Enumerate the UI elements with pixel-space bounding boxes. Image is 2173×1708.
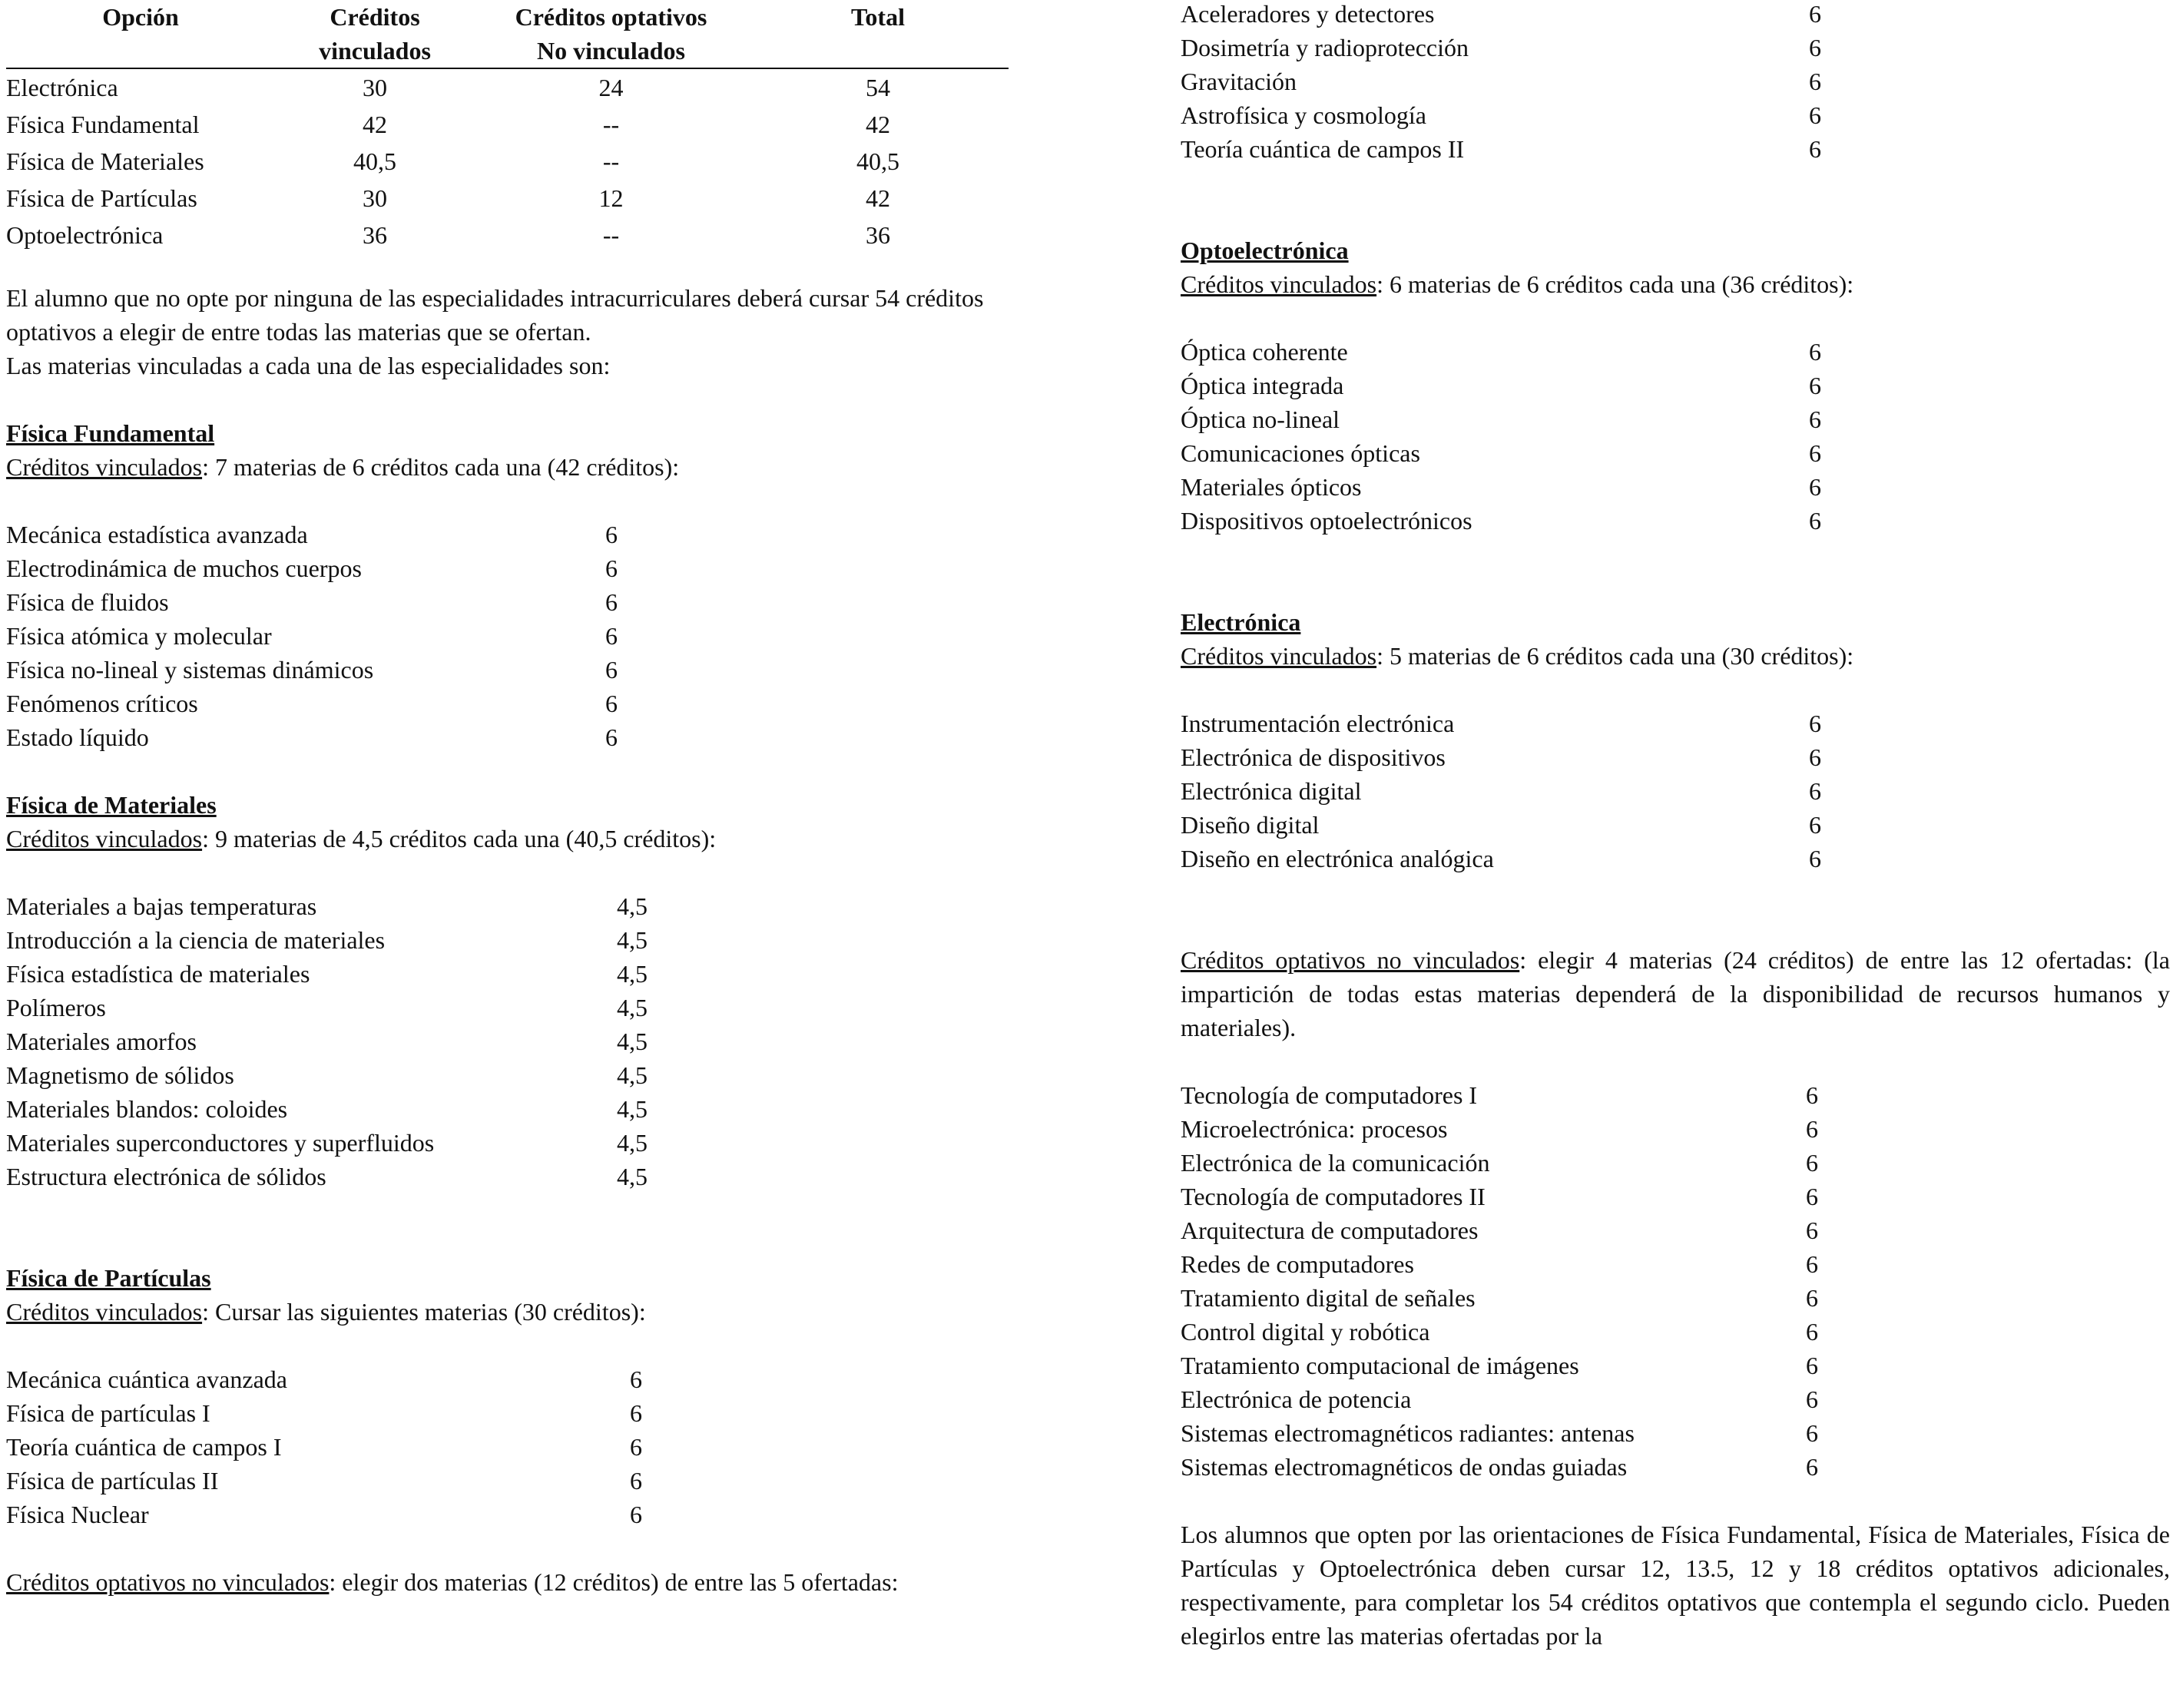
credits-cell: 54 xyxy=(866,74,890,101)
course-name: Electrónica de dispositivos xyxy=(1181,743,1446,771)
course-name: Materiales amorfos xyxy=(6,1028,197,1055)
course-item xyxy=(6,518,1012,551)
credits-cell: 12 xyxy=(598,184,624,212)
course-item xyxy=(6,1126,1012,1160)
credits-cell: 42 xyxy=(363,111,387,138)
course-name: Polímeros xyxy=(6,994,106,1021)
header-cell: Total xyxy=(851,3,905,31)
course-name: Fenómenos críticos xyxy=(6,690,198,717)
option-name-cell: Electrónica xyxy=(6,74,118,101)
course-name: Electrónica de potencia xyxy=(1181,1385,1412,1413)
course-credits: 6 xyxy=(1809,405,1821,433)
course-credits: 6 xyxy=(605,690,618,717)
course-name: Física de fluidos xyxy=(6,588,169,616)
course-item xyxy=(6,585,1012,619)
course-credits: 6 xyxy=(605,622,618,650)
right-column xyxy=(1181,0,2170,1653)
course-credits: 6 xyxy=(1806,1149,1818,1177)
course-item xyxy=(1181,842,2170,876)
course-item xyxy=(6,1396,1012,1430)
course-item xyxy=(1181,1078,2170,1112)
course-credits: 6 xyxy=(1806,1250,1818,1278)
course-item xyxy=(1181,436,2170,470)
course-name: Introducción a la ciencia de materiales xyxy=(6,926,386,954)
course-item xyxy=(1181,1382,2170,1416)
course-list-electronica xyxy=(1181,707,2170,876)
course-name: Redes de computadores xyxy=(1181,1250,1414,1278)
course-item xyxy=(6,1160,1012,1193)
course-item xyxy=(1181,808,2170,842)
optional-paragraph-electronica: Créditos optativos no vinculados: elegir 4 materias (24 créditos) de entre las 12 ofertadas: (la impartición de todas estas materias dependerá de la disponibilidad de recursos humanos y materiales). xyxy=(1181,946,2171,1041)
course-name: Física atómica y molecular xyxy=(6,622,272,650)
course-name: Tecnología de computadores I xyxy=(1181,1081,1478,1109)
table-row xyxy=(6,143,1009,180)
course-item xyxy=(1181,402,2170,436)
course-credits: 4,5 xyxy=(617,1028,648,1055)
course-name: Microelectrónica: procesos xyxy=(1181,1115,1448,1143)
course-credits: 6 xyxy=(630,1467,642,1494)
course-name: Materiales superconductores y superfluidos xyxy=(6,1129,435,1157)
course-credits: 6 xyxy=(630,1433,642,1461)
section-subtitle-particulas: Créditos vinculados: Cursar las siguientes materias (30 créditos): xyxy=(6,1298,646,1326)
course-credits: 6 xyxy=(605,656,618,684)
credits-cell: 40,5 xyxy=(856,147,899,175)
course-name: Dosimetría y radioprotección xyxy=(1181,34,1469,61)
table-row xyxy=(6,68,1009,106)
course-item xyxy=(1181,132,2170,166)
section-subtitle-electronica: Créditos vinculados: 5 materias de 6 créditos cada una (30 créditos): xyxy=(1181,642,1854,670)
course-name: Electrónica de la comunicación xyxy=(1181,1149,1490,1177)
course-item xyxy=(6,619,1012,653)
course-item xyxy=(6,720,1012,754)
course-item xyxy=(6,1092,1012,1126)
header-cell: Créditos vinculados xyxy=(319,3,431,65)
course-name: Gravitación xyxy=(1181,68,1297,95)
course-item xyxy=(1181,470,2170,504)
course-name: Tecnología de computadores II xyxy=(1181,1183,1486,1210)
course-name: Física de partículas II xyxy=(6,1467,219,1494)
course-item xyxy=(1181,65,2170,98)
course-name: Sistemas electromagnéticos de ondas guiadas xyxy=(1181,1453,1628,1481)
course-item xyxy=(1181,369,2170,402)
course-credits: 6 xyxy=(605,521,618,548)
course-name: Electrodinámica de muchos cuerpos xyxy=(6,554,362,582)
course-credits: 4,5 xyxy=(617,926,648,954)
section-title-materiales: Física de Materiales xyxy=(6,791,217,819)
course-item xyxy=(1181,740,2170,774)
course-credits: 6 xyxy=(1806,1216,1818,1244)
course-credits: 6 xyxy=(1809,34,1821,61)
course-item xyxy=(6,1430,1012,1464)
course-credits: 6 xyxy=(630,1501,642,1528)
course-item xyxy=(1181,1315,2170,1349)
course-name: Aceleradores y detectores xyxy=(1181,0,1435,28)
credits-cell: 42 xyxy=(866,184,890,212)
course-credits: 6 xyxy=(1809,372,1821,399)
course-name: Materiales blandos: coloides xyxy=(6,1095,288,1123)
section-title-electronica: Electrónica xyxy=(1181,608,1301,636)
course-credits: 6 xyxy=(605,723,618,751)
header-cell: Opción xyxy=(102,3,179,31)
course-name: Magnetismo de sólidos xyxy=(6,1061,234,1089)
course-name: Electrónica digital xyxy=(1181,777,1362,805)
course-item xyxy=(6,1024,1012,1058)
credits-cell: -- xyxy=(602,111,620,138)
course-item xyxy=(1181,504,2170,538)
course-name: Teoría cuántica de campos II xyxy=(1181,135,1465,163)
course-item xyxy=(6,923,1012,957)
course-item xyxy=(1181,1450,2170,1484)
course-name: Física no-lineal y sistemas dinámicos xyxy=(6,656,374,684)
optional-paragraph-particulas: Créditos optativos no vinculados: elegir dos materias (12 créditos) de entre las 5 ofertadas: xyxy=(6,1568,899,1596)
course-credits: 6 xyxy=(630,1365,642,1393)
course-credits: 4,5 xyxy=(617,1095,648,1123)
course-item xyxy=(6,687,1012,720)
course-item xyxy=(1181,707,2170,740)
section-title-particulas: Física de Partículas xyxy=(6,1264,211,1292)
course-item xyxy=(1181,335,2170,369)
course-name: Teoría cuántica de campos I xyxy=(6,1433,282,1461)
course-item xyxy=(6,889,1012,923)
credits-cell: 24 xyxy=(598,74,624,101)
course-name: Materiales a bajas temperaturas xyxy=(6,892,317,920)
course-name: Mecánica cuántica avanzada xyxy=(6,1365,287,1393)
course-credits: 6 xyxy=(1806,1385,1818,1413)
course-item xyxy=(1181,1281,2170,1315)
course-credits: 6 xyxy=(1806,1453,1818,1481)
course-name: Óptica no-lineal xyxy=(1181,405,1340,433)
course-item xyxy=(6,957,1012,991)
header-cell: Créditos optativos No vinculados xyxy=(515,3,707,65)
course-credits: 6 xyxy=(1809,135,1821,163)
course-item xyxy=(6,991,1012,1024)
table-row xyxy=(6,217,1009,253)
course-item xyxy=(6,1362,1012,1396)
course-credits: 6 xyxy=(1806,1284,1818,1312)
course-credits: 6 xyxy=(605,554,618,582)
course-item xyxy=(1181,1247,2170,1281)
course-credits: 4,5 xyxy=(617,1129,648,1157)
section-subtitle-fundamental: Créditos vinculados: 7 materias de 6 créditos cada una (42 créditos): xyxy=(6,453,680,481)
course-name: Diseño digital xyxy=(1181,811,1320,839)
course-list-particulas-optional xyxy=(1181,0,2170,166)
credits-cell: 40,5 xyxy=(353,147,396,175)
course-credits: 4,5 xyxy=(617,994,648,1021)
closing-paragraph: Los alumnos que opten por las orientaciones de Física Fundamental, Física de Materiales, Física de Partículas y Optoelectrónica deben cursar 12, 13.5, 12 y 18 créditos optativos adicionales, respectivamente, para completar los 54 créditos optativos que contempla el segundo ciclo. Pueden elegirlos entre las materias ofertadas por la xyxy=(1181,1521,2170,1650)
course-credits: 6 xyxy=(1809,777,1821,805)
course-credits: 6 xyxy=(1809,743,1821,771)
table-row xyxy=(6,106,1009,143)
intro-paragraph: El alumno que no opte por ninguna de las especialidades intracurriculares deberá cursar 54 créditos optativos a elegir de entre todas las materias que se ofertan. xyxy=(6,284,984,346)
course-name: Materiales ópticos xyxy=(1181,473,1362,501)
section-title-opto: Optoelectrónica xyxy=(1181,237,1349,264)
course-item xyxy=(6,653,1012,687)
course-credits: 6 xyxy=(1806,1081,1818,1109)
course-item xyxy=(1181,774,2170,808)
course-credits: 4,5 xyxy=(617,892,648,920)
course-name: Física estadística de materiales xyxy=(6,960,310,988)
option-name-cell: Física de Partículas xyxy=(6,184,197,212)
course-name: Comunicaciones ópticas xyxy=(1181,439,1420,467)
course-name: Óptica integrada xyxy=(1181,372,1344,399)
options-table xyxy=(6,0,1009,253)
table-row xyxy=(6,180,1009,217)
course-item xyxy=(1181,1180,2170,1213)
credits-cell: 42 xyxy=(866,111,890,138)
course-list-materiales xyxy=(6,889,1012,1193)
course-credits: 6 xyxy=(1809,0,1821,28)
course-item xyxy=(1181,1213,2170,1247)
course-item xyxy=(6,1058,1012,1092)
course-name: Arquitectura de computadores xyxy=(1181,1216,1479,1244)
course-name: Diseño en electrónica analógica xyxy=(1181,845,1494,872)
option-name-cell: Física de Materiales xyxy=(6,147,204,175)
course-item xyxy=(1181,98,2170,132)
course-credits: 6 xyxy=(1809,845,1821,872)
credits-cell: 36 xyxy=(866,221,890,249)
course-item xyxy=(6,551,1012,585)
section-subtitle-materiales: Créditos vinculados: 9 materias de 4,5 créditos cada una (40,5 créditos): xyxy=(6,825,717,852)
option-name-cell: Física Fundamental xyxy=(6,111,200,138)
course-credits: 4,5 xyxy=(617,1163,648,1190)
course-name: Física Nuclear xyxy=(6,1501,149,1528)
course-name: Sistemas electromagnéticos radiantes: antenas xyxy=(1181,1419,1635,1447)
course-item xyxy=(6,1464,1012,1498)
course-credits: 6 xyxy=(630,1399,642,1427)
course-credits: 6 xyxy=(1806,1419,1818,1447)
course-credits: 6 xyxy=(1806,1183,1818,1210)
course-credits: 6 xyxy=(1809,439,1821,467)
course-credits: 6 xyxy=(1809,710,1821,737)
course-item xyxy=(1181,1146,2170,1180)
credits-cell: -- xyxy=(602,221,620,249)
course-item xyxy=(6,1498,1012,1531)
course-name: Física de partículas I xyxy=(6,1399,210,1427)
credits-cell: -- xyxy=(602,147,620,175)
left-column xyxy=(6,0,1012,1599)
course-credits: 4,5 xyxy=(617,1061,648,1089)
course-item xyxy=(1181,0,2170,31)
course-credits: 6 xyxy=(1809,507,1821,535)
options-table-body xyxy=(6,68,1009,253)
course-name: Estructura electrónica de sólidos xyxy=(6,1163,326,1190)
course-credits: 6 xyxy=(1806,1352,1818,1379)
course-list-electronica-optional xyxy=(1181,1078,2170,1484)
course-name: Tratamiento digital de señales xyxy=(1181,1284,1476,1312)
course-credits: 6 xyxy=(1809,68,1821,95)
course-credits: 6 xyxy=(1806,1115,1818,1143)
course-list-particulas xyxy=(6,1362,1012,1531)
table-header-row xyxy=(6,0,1009,68)
credits-cell: 36 xyxy=(363,221,387,249)
option-name-cell: Optoelectrónica xyxy=(6,221,164,249)
course-name: Instrumentación electrónica xyxy=(1181,710,1455,737)
course-item xyxy=(1181,1349,2170,1382)
course-credits: 4,5 xyxy=(617,960,648,988)
course-item xyxy=(1181,31,2170,65)
section-title-fundamental: Física Fundamental xyxy=(6,419,215,447)
course-name: Óptica coherente xyxy=(1181,338,1348,366)
course-name: Estado líquido xyxy=(6,723,149,751)
course-credits: 6 xyxy=(1806,1318,1818,1346)
credits-cell: 30 xyxy=(363,74,387,101)
course-name: Dispositivos optoelectrónicos xyxy=(1181,507,1472,535)
course-item xyxy=(1181,1112,2170,1146)
course-credits: 6 xyxy=(1809,338,1821,366)
course-list-fundamental xyxy=(6,518,1012,754)
course-name: Tratamiento computacional de imágenes xyxy=(1181,1352,1579,1379)
course-list-opto xyxy=(1181,335,2170,538)
course-credits: 6 xyxy=(1809,473,1821,501)
course-credits: 6 xyxy=(1809,101,1821,129)
intro-paragraph-2: Las materias vinculadas a cada una de las especialidades son: xyxy=(6,352,611,379)
section-subtitle-opto: Créditos vinculados: 6 materias de 6 créditos cada una (36 créditos): xyxy=(1181,270,1854,298)
course-item xyxy=(1181,1416,2170,1450)
course-name: Control digital y robótica xyxy=(1181,1318,1430,1346)
course-credits: 6 xyxy=(605,588,618,616)
course-name: Mecánica estadística avanzada xyxy=(6,521,308,548)
credits-cell: 30 xyxy=(363,184,387,212)
course-name: Astrofísica y cosmología xyxy=(1181,101,1426,129)
course-credits: 6 xyxy=(1809,811,1821,839)
